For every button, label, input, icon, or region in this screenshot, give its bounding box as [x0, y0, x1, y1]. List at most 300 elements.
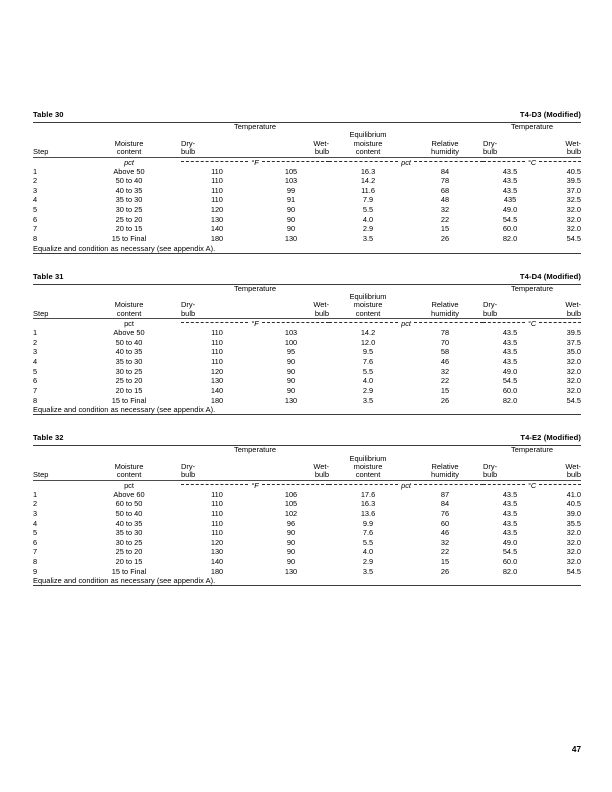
cell-moisture-content: 50 to 40 — [115, 508, 143, 518]
cell-relative-humidity: 26 — [440, 395, 450, 405]
header-group-temperature-f: Temperature — [233, 283, 277, 293]
table-footnote: Equalize and condition as necessary (see appendix A). — [33, 243, 216, 253]
cell-dry-bulb-c: 49.0 — [502, 205, 518, 215]
cell-moisture-content: 35 to 30 — [115, 357, 143, 366]
cell-wet-bulb-f: 90 — [286, 537, 296, 547]
cell-dry-bulb-c: 43.5 — [502, 347, 518, 357]
units-temperature-celsius: °C — [483, 158, 581, 167]
units-temperature-fahrenheit: °F — [181, 319, 329, 328]
cell-step-number: 2 — [33, 337, 38, 347]
cell-wet-bulb-f: 90 — [286, 547, 296, 557]
cell-dry-bulb-c: 43.5 — [502, 176, 518, 186]
cell-wet-bulb-f: 90 — [286, 214, 296, 224]
table-row — [33, 509, 581, 519]
table-body — [33, 157, 581, 253]
cell-dry-bulb-f: 120 — [210, 366, 224, 376]
cell-relative-humidity: 78 — [440, 328, 450, 338]
header-spacer — [407, 446, 483, 454]
cell-dry-bulb-c: 54.5 — [502, 547, 518, 557]
tables-container — [33, 110, 581, 604]
cell-dry-bulb-f: 110 — [211, 166, 223, 176]
cell-dry-bulb-c: 43.5 — [502, 185, 518, 195]
cell-step-number: 2 — [33, 499, 38, 509]
header-wet-bulb-c: Wet- bulb — [565, 138, 582, 157]
cell-dry-bulb-c: 435 — [503, 195, 517, 205]
cell-relative-humidity: 22 — [440, 214, 450, 224]
cell-moisture-content: Above 50 — [113, 328, 145, 338]
cell-moisture-content: 25 to 20 — [115, 214, 143, 224]
table-row — [33, 328, 581, 338]
header-dry-bulb-c: Dry- bulb — [483, 138, 498, 157]
cell-step-number: 5 — [33, 205, 38, 215]
cell-equilibrium-moisture-content: 5.5 — [362, 537, 374, 547]
header-spacer — [407, 123, 483, 131]
cell-wet-bulb-c: 40.5 — [566, 499, 582, 509]
header-dry-bulb-f: Dry- bulb — [181, 461, 196, 480]
cell-wet-bulb-c: 37.5 — [566, 337, 582, 347]
cell-dry-bulb-f: 110 — [211, 195, 223, 205]
cell-dry-bulb-f: 140 — [210, 557, 224, 567]
cell-wet-bulb-c: 32.0 — [566, 537, 582, 547]
cell-equilibrium-moisture-content: 7.6 — [362, 357, 374, 366]
cell-step-number: 4 — [33, 195, 38, 205]
cell-dry-bulb-f: 110 — [211, 489, 223, 499]
table-row — [33, 347, 581, 357]
cell-moisture-content: 60 to 50 — [115, 499, 143, 509]
table-header — [33, 285, 581, 319]
table-row — [33, 357, 581, 367]
table-footnote: Equalize and condition as necessary (see appendix A). — [33, 576, 216, 586]
cell-equilibrium-moisture-content: 17.6 — [360, 489, 376, 499]
header-dry-bulb-c: Dry- bulb — [483, 461, 498, 480]
header-spacer — [33, 446, 77, 454]
cell-dry-bulb-c: 82.0 — [502, 395, 518, 405]
header-group-temperature-c: Temperature — [510, 283, 554, 293]
cell-relative-humidity: 15 — [440, 557, 450, 567]
cell-wet-bulb-c: 54.5 — [566, 395, 582, 405]
table-row — [33, 215, 581, 225]
cell-equilibrium-moisture-content: 2.9 — [362, 385, 374, 395]
table-caption — [33, 110, 581, 122]
cell-wet-bulb-c: 32.0 — [566, 214, 582, 224]
cell-step-number: 6 — [33, 214, 38, 224]
cell-wet-bulb-f: 90 — [286, 528, 296, 538]
cell-relative-humidity: 78 — [440, 176, 450, 186]
cell-wet-bulb-c: 32.0 — [566, 205, 582, 215]
header-equilibrium-moisture-content: Equilibrium moisture content — [349, 291, 387, 318]
table-row — [33, 386, 581, 396]
header-equilibrium-moisture-content: Equilibrium moisture content — [349, 130, 387, 157]
cell-equilibrium-moisture-content: 4.0 — [362, 547, 374, 557]
cell-wet-bulb-f: 90 — [286, 557, 296, 567]
table-schedule-code: T4-D4 (Modified) — [519, 271, 581, 281]
cell-wet-bulb-c: 54.5 — [566, 566, 582, 576]
table-row — [33, 176, 581, 186]
header-spacer — [77, 285, 181, 293]
units-temperature-celsius: °C — [483, 319, 581, 328]
cell-moisture-content: 40 to 35 — [115, 185, 143, 195]
cell-dry-bulb-f: 130 — [210, 376, 224, 386]
drying-schedule-table — [33, 446, 581, 585]
header-group-temperature-c: Temperature — [510, 445, 554, 455]
cell-relative-humidity: 15 — [440, 224, 450, 234]
cell-equilibrium-moisture-content: 4.0 — [362, 214, 374, 224]
cell-dry-bulb-f: 110 — [211, 185, 223, 195]
cell-wet-bulb-c: 32.0 — [566, 376, 582, 386]
header-spacer — [33, 285, 77, 293]
cell-step-number: 7 — [33, 547, 38, 557]
cell-moisture-content: 50 to 40 — [115, 176, 143, 186]
table-footnote: Equalize and condition as necessary (see appendix A). — [33, 405, 216, 415]
cell-dry-bulb-c: 43.5 — [502, 499, 518, 509]
table-row — [33, 195, 581, 205]
cell-wet-bulb-c: 37.0 — [566, 185, 582, 195]
units-moisture-content-pct: pct — [124, 480, 134, 490]
table-block — [33, 272, 581, 416]
cell-wet-bulb-c: 41.0 — [566, 489, 582, 499]
cell-moisture-content: 15 to Final — [111, 233, 147, 243]
header-wet-bulb-f: Wet- bulb — [313, 138, 330, 157]
header-step: Step — [33, 308, 49, 318]
table-body — [33, 480, 581, 586]
cell-step-number: 3 — [33, 347, 38, 357]
cell-step-number: 9 — [33, 566, 38, 576]
table-row — [33, 376, 581, 386]
cell-equilibrium-moisture-content: 12.0 — [360, 337, 376, 347]
cell-dry-bulb-f: 110 — [211, 499, 223, 509]
cell-wet-bulb-c: 39.5 — [566, 328, 582, 338]
header-relative-humidity: Relative humidity — [431, 300, 459, 318]
header-wet-bulb-f: Wet- bulb — [313, 300, 330, 318]
header-spacer — [77, 123, 181, 131]
cell-wet-bulb-f: 90 — [286, 357, 296, 366]
cell-equilibrium-moisture-content: 2.9 — [362, 557, 374, 567]
drying-schedule-table — [33, 285, 581, 415]
cell-wet-bulb-c: 35.5 — [566, 518, 582, 528]
header-dry-bulb-c: Dry- bulb — [483, 300, 498, 318]
table-bottom-rule — [33, 253, 581, 254]
cell-dry-bulb-c: 43.5 — [502, 489, 518, 499]
cell-moisture-content: 50 to 40 — [115, 337, 143, 347]
cell-step-number: 6 — [33, 376, 38, 386]
table-row — [33, 499, 581, 509]
cell-wet-bulb-f: 106 — [284, 489, 298, 499]
cell-wet-bulb-c: 54.5 — [566, 233, 582, 243]
cell-moisture-content: 20 to 15 — [115, 385, 143, 395]
cell-relative-humidity: 68 — [440, 185, 450, 195]
drying-schedule-table — [33, 123, 581, 253]
cell-step-number: 5 — [33, 528, 38, 538]
table-row — [33, 167, 581, 177]
cell-moisture-content: 15 to Final — [111, 566, 147, 576]
table-title: Table 31 — [33, 271, 64, 281]
cell-wet-bulb-c: 32.0 — [566, 357, 582, 366]
cell-moisture-content: 25 to 20 — [115, 376, 143, 386]
units-spacer — [33, 481, 77, 490]
cell-relative-humidity: 26 — [440, 566, 450, 576]
cell-dry-bulb-f: 110 — [211, 357, 223, 366]
cell-relative-humidity: 58 — [440, 347, 450, 357]
cell-moisture-content: 40 to 35 — [115, 518, 143, 528]
cell-dry-bulb-c: 43.5 — [502, 528, 518, 538]
cell-equilibrium-moisture-content: 5.5 — [362, 366, 374, 376]
cell-equilibrium-moisture-content: 16.3 — [360, 166, 376, 176]
cell-relative-humidity: 46 — [440, 528, 450, 538]
cell-step-number: 1 — [33, 166, 38, 176]
cell-step-number: 8 — [33, 557, 38, 567]
cell-moisture-content: 40 to 35 — [115, 347, 143, 357]
cell-wet-bulb-f: 90 — [286, 205, 296, 215]
cell-relative-humidity: 84 — [440, 166, 450, 176]
cell-equilibrium-moisture-content: 4.0 — [362, 376, 374, 386]
table-row — [33, 396, 581, 406]
cell-moisture-content: Above 60 — [113, 489, 145, 499]
cell-relative-humidity: 32 — [440, 205, 450, 215]
cell-step-number: 4 — [33, 518, 38, 528]
table-caption — [33, 272, 581, 284]
cell-wet-bulb-f: 100 — [284, 337, 298, 347]
cell-wet-bulb-c: 32.0 — [566, 385, 582, 395]
table-block — [33, 433, 581, 586]
header-wet-bulb-c: Wet- bulb — [565, 461, 582, 480]
cell-relative-humidity: 84 — [440, 499, 450, 509]
cell-wet-bulb-c: 32.5 — [566, 195, 582, 205]
cell-wet-bulb-f: 90 — [286, 224, 296, 234]
cell-dry-bulb-f: 110 — [211, 508, 223, 518]
cell-step-number: 4 — [33, 357, 38, 366]
table-row — [33, 224, 581, 234]
cell-dry-bulb-c: 54.5 — [502, 214, 518, 224]
cell-wet-bulb-c: 32.0 — [566, 528, 582, 538]
cell-equilibrium-moisture-content: 3.5 — [362, 566, 374, 576]
header-equilibrium-moisture-content: Equilibrium moisture content — [349, 453, 387, 480]
header-group-temperature-f: Temperature — [233, 122, 277, 131]
units-temperature-celsius: °C — [483, 481, 581, 490]
table-row — [33, 490, 581, 500]
cell-step-number: 6 — [33, 537, 38, 547]
units-moisture-content-pct: pct — [124, 157, 134, 167]
cell-step-number: 8 — [33, 233, 38, 243]
table-row — [33, 367, 581, 377]
table-row — [33, 547, 581, 557]
units-equilibrium-pct: pct — [329, 158, 483, 167]
cell-equilibrium-moisture-content: 11.6 — [361, 185, 375, 195]
cell-dry-bulb-c: 43.5 — [502, 166, 518, 176]
cell-moisture-content: 25 to 20 — [115, 547, 143, 557]
cell-wet-bulb-c: 39.0 — [566, 508, 582, 518]
cell-relative-humidity: 32 — [440, 537, 450, 547]
cell-dry-bulb-f: 110 — [211, 347, 223, 357]
cell-wet-bulb-f: 103 — [284, 328, 298, 338]
cell-dry-bulb-f: 110 — [211, 518, 223, 528]
table-caption — [33, 433, 581, 445]
cell-dry-bulb-f: 110 — [211, 528, 223, 538]
header-spacer — [407, 285, 483, 293]
cell-step-number: 1 — [33, 489, 38, 499]
cell-step-number: 1 — [33, 328, 38, 338]
cell-wet-bulb-f: 96 — [286, 518, 296, 528]
header-dry-bulb-f: Dry- bulb — [181, 138, 196, 157]
table-schedule-code: T4-E2 (Modified) — [520, 433, 581, 443]
cell-step-number: 2 — [33, 176, 38, 186]
header-relative-humidity: Relative humidity — [431, 461, 459, 480]
cell-wet-bulb-c: 32.0 — [566, 224, 582, 234]
cell-relative-humidity: 22 — [440, 376, 450, 386]
cell-relative-humidity: 22 — [440, 547, 450, 557]
cell-dry-bulb-c: 60.0 — [502, 224, 518, 234]
cell-wet-bulb-c: 35.0 — [566, 347, 582, 357]
table-bottom-rule — [33, 585, 581, 586]
cell-dry-bulb-c: 49.0 — [502, 537, 518, 547]
cell-relative-humidity: 60 — [440, 518, 450, 528]
cell-dry-bulb-f: 140 — [210, 224, 224, 234]
cell-moisture-content: 15 to Final — [111, 395, 147, 405]
cell-moisture-content: 35 to 30 — [115, 528, 143, 538]
cell-equilibrium-moisture-content: 3.5 — [362, 395, 374, 405]
header-wet-bulb-c: Wet- bulb — [565, 300, 582, 318]
cell-moisture-content: 30 to 25 — [115, 537, 143, 547]
cell-wet-bulb-c: 39.5 — [566, 176, 582, 186]
header-group-temperature-c: Temperature — [510, 122, 554, 131]
table-row — [33, 528, 581, 538]
cell-dry-bulb-f: 180 — [210, 566, 224, 576]
cell-equilibrium-moisture-content: 14.2 — [360, 176, 376, 186]
table-header — [33, 446, 581, 480]
cell-relative-humidity: 32 — [440, 366, 450, 376]
header-relative-humidity: Relative humidity — [431, 138, 459, 157]
cell-equilibrium-moisture-content: 9.9 — [362, 518, 374, 528]
cell-wet-bulb-f: 99 — [286, 185, 296, 195]
cell-dry-bulb-f: 110 — [211, 337, 223, 347]
table-row — [33, 519, 581, 529]
cell-dry-bulb-c: 60.0 — [502, 557, 518, 567]
units-spacer — [33, 158, 77, 167]
cell-dry-bulb-c: 54.5 — [502, 376, 518, 386]
cell-moisture-content: 30 to 25 — [115, 366, 143, 376]
units-spacer — [33, 319, 77, 328]
cell-wet-bulb-c: 32.0 — [566, 547, 582, 557]
cell-moisture-content: 35 to 30 — [115, 195, 143, 205]
cell-dry-bulb-f: 120 — [210, 205, 224, 215]
header-wet-bulb-f: Wet- bulb — [313, 461, 330, 480]
cell-equilibrium-moisture-content: 7.6 — [362, 528, 374, 538]
cell-moisture-content: 30 to 25 — [115, 205, 143, 215]
header-spacer — [77, 446, 181, 454]
cell-relative-humidity: 87 — [440, 489, 450, 499]
header-moisture-content: Moisture content — [114, 300, 144, 318]
table-row — [33, 234, 581, 244]
cell-wet-bulb-c: 40.5 — [566, 166, 582, 176]
cell-wet-bulb-f: 90 — [286, 376, 296, 386]
table-row — [33, 538, 581, 548]
cell-wet-bulb-f: 91 — [286, 195, 296, 205]
units-moisture-content-pct: pct — [124, 319, 134, 329]
cell-equilibrium-moisture-content: 2.9 — [362, 224, 374, 234]
cell-wet-bulb-f: 102 — [284, 508, 298, 518]
table-row — [33, 567, 581, 577]
table-header — [33, 123, 581, 157]
cell-wet-bulb-f: 90 — [286, 366, 296, 376]
table-schedule-code: T4-D3 (Modified) — [519, 110, 581, 119]
cell-wet-bulb-f: 103 — [284, 176, 298, 186]
table-row — [33, 186, 581, 196]
cell-dry-bulb-c: 49.0 — [502, 366, 518, 376]
cell-dry-bulb-c: 43.5 — [502, 337, 518, 347]
cell-equilibrium-moisture-content: 13.6 — [360, 508, 376, 518]
cell-equilibrium-moisture-content: 16.3 — [360, 499, 376, 509]
cell-relative-humidity: 70 — [440, 337, 450, 347]
header-moisture-content: Moisture content — [114, 461, 144, 480]
cell-equilibrium-moisture-content: 14.2 — [360, 328, 376, 338]
header-step: Step — [33, 470, 49, 480]
cell-equilibrium-moisture-content: 5.5 — [362, 205, 374, 215]
cell-dry-bulb-c: 60.0 — [502, 385, 518, 395]
table-row — [33, 557, 581, 567]
cell-moisture-content: 20 to 15 — [115, 557, 143, 567]
cell-wet-bulb-f: 95 — [286, 347, 296, 357]
cell-wet-bulb-f: 90 — [286, 385, 296, 395]
header-group-temperature-f: Temperature — [233, 445, 277, 455]
cell-step-number: 7 — [33, 385, 38, 395]
header-moisture-content: Moisture content — [114, 138, 144, 157]
cell-wet-bulb-f: 105 — [284, 499, 298, 509]
cell-equilibrium-moisture-content: 3.5 — [362, 233, 374, 243]
cell-dry-bulb-f: 110 — [211, 328, 223, 338]
header-step: Step — [33, 147, 49, 157]
units-equilibrium-pct: pct — [329, 319, 483, 328]
cell-equilibrium-moisture-content: 9.5 — [362, 347, 374, 357]
cell-wet-bulb-f: 105 — [284, 166, 298, 176]
cell-relative-humidity: 15 — [440, 385, 450, 395]
units-temperature-fahrenheit: °F — [181, 481, 329, 490]
cell-step-number: 3 — [33, 508, 38, 518]
cell-relative-humidity: 48 — [440, 195, 450, 205]
cell-dry-bulb-c: 43.5 — [502, 508, 518, 518]
header-dry-bulb-f: Dry- bulb — [181, 300, 196, 318]
cell-dry-bulb-f: 180 — [210, 233, 224, 243]
cell-relative-humidity: 76 — [440, 508, 450, 518]
cell-step-number: 7 — [33, 224, 38, 234]
cell-wet-bulb-f: 130 — [284, 566, 298, 576]
cell-equilibrium-moisture-content: 7.9 — [362, 195, 374, 205]
cell-wet-bulb-c: 32.0 — [566, 366, 582, 376]
cell-step-number: 5 — [33, 366, 38, 376]
cell-dry-bulb-f: 130 — [210, 214, 224, 224]
cell-moisture-content: Above 50 — [113, 166, 145, 176]
table-row — [33, 205, 581, 215]
cell-dry-bulb-f: 130 — [210, 547, 224, 557]
cell-dry-bulb-c: 43.5 — [502, 357, 518, 366]
table-title: Table 30 — [33, 110, 64, 119]
table-body — [33, 318, 581, 414]
units-temperature-fahrenheit: °F — [181, 158, 329, 167]
cell-wet-bulb-f: 130 — [284, 395, 298, 405]
table-title: Table 32 — [33, 433, 64, 443]
table-bottom-rule — [33, 414, 581, 415]
cell-dry-bulb-f: 140 — [210, 385, 224, 395]
header-spacer — [33, 123, 77, 131]
cell-dry-bulb-f: 180 — [210, 395, 224, 405]
table-block — [33, 110, 581, 254]
cell-dry-bulb-c: 82.0 — [502, 233, 518, 243]
cell-relative-humidity: 46 — [440, 357, 450, 366]
cell-dry-bulb-c: 82.0 — [502, 566, 518, 576]
cell-step-number: 3 — [33, 185, 38, 195]
cell-dry-bulb-f: 120 — [210, 537, 224, 547]
cell-moisture-content: 20 to 15 — [115, 224, 143, 234]
cell-dry-bulb-f: 110 — [211, 176, 223, 186]
cell-wet-bulb-f: 130 — [284, 233, 298, 243]
